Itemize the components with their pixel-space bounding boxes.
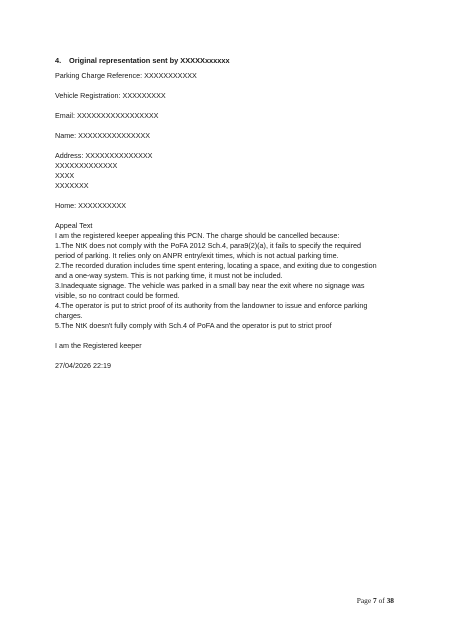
section-title: Original representation sent by XXXXXxxxxxx xyxy=(69,56,230,65)
appeal-line: visible, so no contract could be formed. xyxy=(55,291,180,300)
appeal-line: 2.The recorded duration includes time spent entering, locating a space, and exiting due to congestion xyxy=(55,261,377,270)
appeal-line: and a one-way system. This is not parking time, it must not be included. xyxy=(55,271,283,280)
appeal-line: charges. xyxy=(55,311,83,320)
appeal-line: 5.The NtK doesn't fully comply with Sch.4 of PoFA and the operator is put to strict proof xyxy=(55,321,332,330)
address-line: XXXXXXX xyxy=(55,181,89,190)
address-block xyxy=(55,151,400,191)
keeper-statement: I am the Registered keeper xyxy=(55,341,142,350)
of-label: of xyxy=(378,596,385,605)
appeal-line: 1.The NtK does not comply with the PoFA 2012 Sch.4, para9(2)(a), it fails to specify the required xyxy=(55,241,362,250)
total-page-count: 38 xyxy=(386,596,394,605)
parking-charge-reference: Parking Charge Reference: XXXXXXXXXXX xyxy=(55,71,197,80)
name-line: Name: XXXXXXXXXXXXXXX xyxy=(55,131,151,140)
page-label: Page xyxy=(356,596,372,605)
address-line: XXXX xyxy=(55,171,75,180)
current-page-number: 7 xyxy=(373,596,377,605)
appeal-line: I am the registered keeper appealing this PCN. The charge should be cancelled because: xyxy=(55,231,340,240)
appeal-line: period of parking. It relies only on ANPR entry/exit times, which is not actual parking time. xyxy=(55,251,339,260)
submission-timestamp: 27/04/2026 22:19 xyxy=(55,361,111,370)
appeal-block xyxy=(55,221,400,331)
section-heading xyxy=(55,56,230,65)
email-line: Email: XXXXXXXXXXXXXXXXX xyxy=(55,111,159,120)
address-line: Address: XXXXXXXXXXXXXX xyxy=(55,151,153,160)
vehicle-registration: Vehicle Registration: XXXXXXXXX xyxy=(55,91,166,100)
appeal-heading: Appeal Text xyxy=(55,221,93,230)
appeal-line: 4.The operator is put to strict proof of its authority from the landowner to issue and enforce parking xyxy=(55,301,368,310)
appeal-line: 3.Inadequate signage. The vehicle was parked in a small bay near the exit where no signage was xyxy=(55,281,365,290)
page-number-footer xyxy=(357,596,394,605)
section-number: 4. xyxy=(55,56,62,65)
address-line: XXXXXXXXXXXXX xyxy=(55,161,118,170)
home-line: Home: XXXXXXXXXX xyxy=(55,201,127,210)
representation-body xyxy=(55,71,400,371)
